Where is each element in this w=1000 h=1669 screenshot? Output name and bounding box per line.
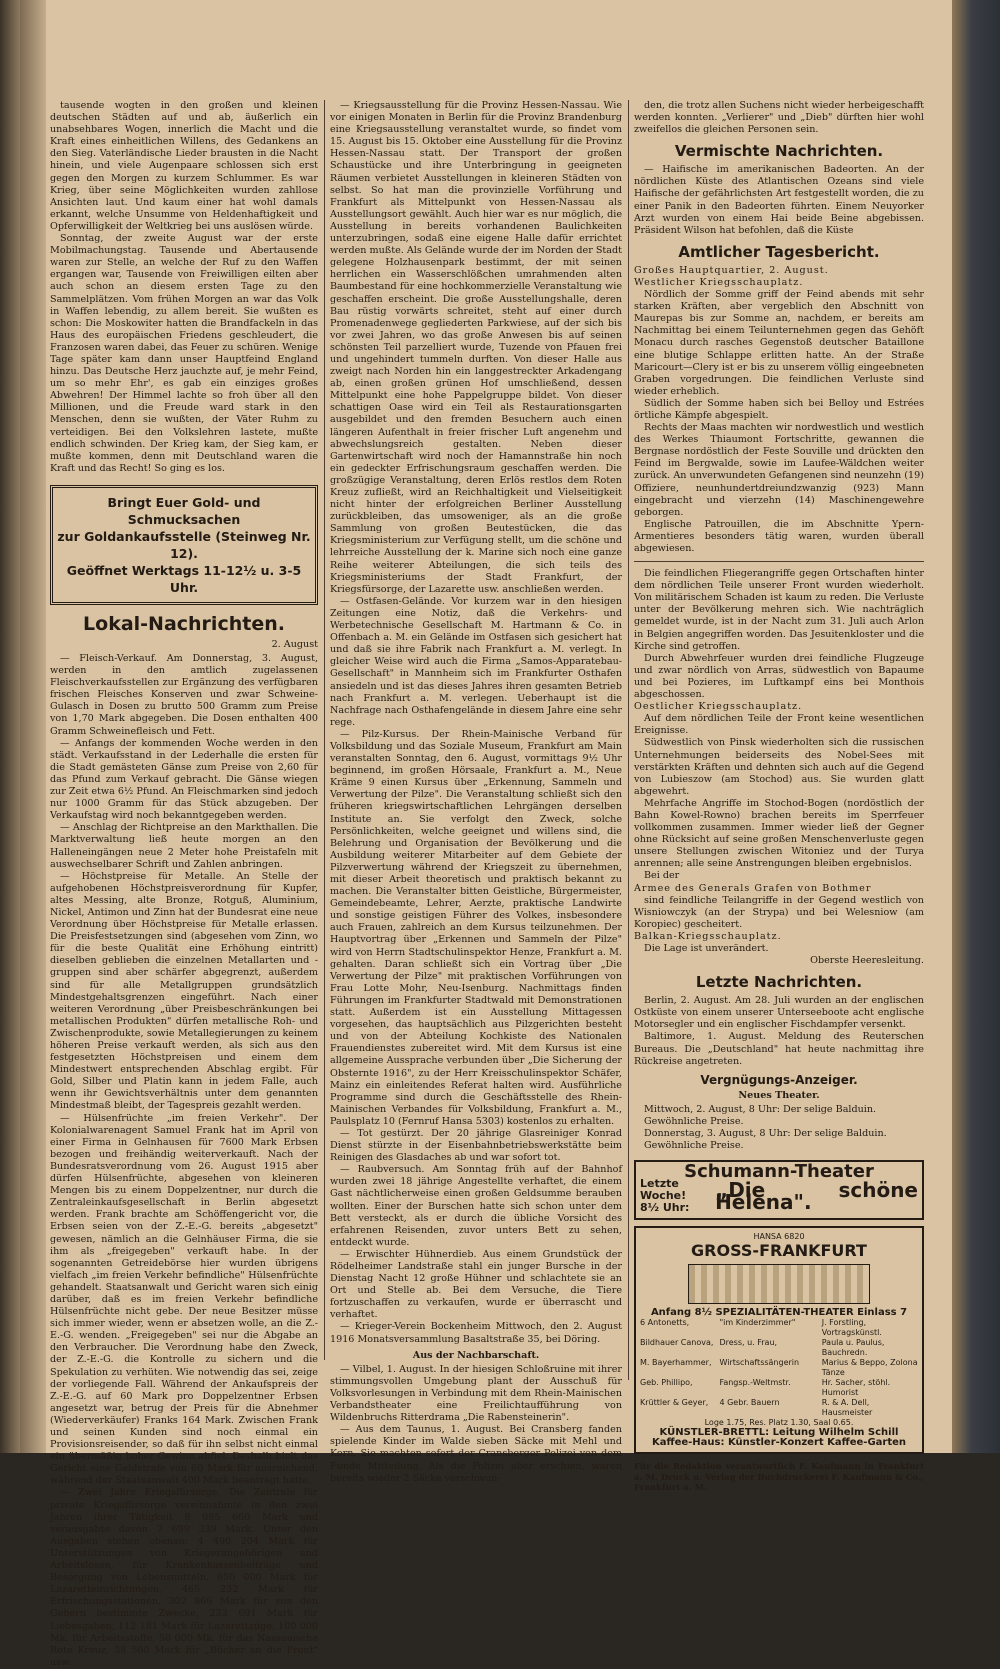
theater-line: Mittwoch, 2. August, 8 Uhr: Der selige Balduin. xyxy=(644,1103,877,1115)
gross-sub: SPEZIALITÄTEN-THEATER xyxy=(715,1307,854,1319)
schumann-play: „Die schöne Helena". xyxy=(715,1178,918,1215)
column-3 xyxy=(634,100,924,1494)
news-item: — Kriegsausstellung für die Provinz Hessen-Nassau. Wie vor einigen Monaten in Berlin für die Provinz Brandenburg eine Kriegsausstellung veranstaltet wurde, so findet vom 15. August bis 15. Oktober eine Ausstellung für die Provinz Hessen-Nassau statt. Der Transport der großen Schaustücke und ihre Unterbringung in geeigneten Räumen verbietet Ausstellungen in kleineren Städten von selbst. So hat man die provinzielle Vorführung und Frankfurt als Mittelpunkt von Hessen-Nassau als Ausstellungsort gewählt. Auch hier war es nur möglich, die Ausstellung in bereits vorhandenen Baulichkeiten unterzubringen, sodaß eine eigene Halle dafür errichtet werden mußte. Als Gelände wurde der im Norden der Stadt gelegene Holzhausenpark bestimmt, der mit seinen herrlichen ein Wasserschlößchen umrahmenden alten Baumbestand für eine hochkommerzielle Veranstaltung wie geschaffen erscheint. Die große Ausstellungshalle, deren Bau rüstig vorwärts schreitet, steht auf einer durch Promenadenwege gegliederten Parkwiese, auf der sich bis vor zwei Jahren, wo das große Anwesen bis auf seinen schönsten Teil parzelliert wurde, Tuzende von Pfauen frei und ungehindert tummeln durften. Von dieser Halle aus zweigt nach Norden hin ein langgestreckter Arkadengang ab, einen großen grünen Hof umschließend, dessen Mittelpunkt eine hohe Pappelgruppe bildet. Von dieser schattigen Oase wird ein Teil als Restaurationsgarten ausgebildet und den fremden Besuchern auch einen längeren Aufenthalt in freier frischer Luft angenehm und abwechslungsreich gestalten. Neben dieser Gartenwirtschaft wird noch der Hamannstraße hin noch ein gedeckter Erfrischungsraum geschaffen werden. Die großzügige Veranstaltung, deren Erlös restlos dem Roten Kreuz zufließt, wird an Reichhaltigkeit und Vielseitigkeit nicht hinter der erfolgreichen Berliner Ausstellung zurückbleiben, das umsoweniger, als an die große Sammlung von großen Beutestücken, die das Kriegsministerium zur Verfügung stellt, um die schöne und lehrreiche Ausstellung der k. Marine sich noch eine ganze Reihe weiterer Abteilungen, die sich teils des Kriegsministeriums der Stadt Frankfurt, der Kriegsfürsorge, der Lazarette usw. anschließen werden. xyxy=(330,100,622,595)
gross-footer-2: Kaffee-Haus: Künstler-Konzert Kaffee-Garten xyxy=(651,1437,907,1449)
news-item: Berlin, 2. August. Am 28. Juli wurden an der englischen Ostküste von einem unserer Unterseeboote acht englische Motorsegler und ein englischer Fischdampfer versenkt. xyxy=(634,995,924,1031)
news-item: — Erwischter Hühnerdieb. Aus einem Grundstück der Rödelheimer Landstraße stahl ein junger Bursche in der Dienstag Nacht 12 große Hühner und schlachtete sie an Ort und Stelle ab. Bei dem Versuche, die Tiere fortzuschaffen zu verkaufen, wurde er überrascht und verhaftet. xyxy=(330,1248,622,1321)
section-title-tagesbericht: Amtlicher Tagesbericht. xyxy=(678,242,880,261)
book-edge-left xyxy=(0,0,20,1453)
program-entry: J. Forstling, Vortragskünstl. xyxy=(821,1318,882,1338)
army-title: Armee des Generals Grafen von Bothmer xyxy=(634,882,872,894)
news-item: — Krieger-Verein Bockenheim Mittwoch, den 2. August 1916 Monatsversammlung Basaltstraße 35, bei Döring. xyxy=(330,1321,622,1345)
schumann-tag-time: 8½ Uhr: xyxy=(640,1201,690,1215)
column-rule xyxy=(628,100,629,1380)
news-item: — Zwei Jahre Kriegsfürsorge. Die Zentrale für private Kriegsfürsorge vereinnahmte in den zwei Jahren ihrer Tätigkeit 8 085 660 Mark und verausgabte davon 7 699 339 Mark. Unter den Ausgaben stehen obenan: 4 490 204 Mark für Unterstützungen von Kriegerangehörigen und Arbeitslosen, für Krankenkassenbeiträge und Besorgung von Lebensmitteln, 650 000 Mark für Lazaretteinrichtungen, 465 232 Mark für Erfrischungsstationen, 302 866 Mark für von den Gebern bestimmte Zwecke, 233 691 Mark für Liebesgaben, 112 181 Mark für Lazarettzüge, 100 000 Mk. für Arbeitsstoffe, 50 000 Mk. für das Nassauische Rote Kreuz, 38 500 Mark für „Bücher an die Front" usw. xyxy=(50,1487,318,1668)
program-entry: Krüttler & Geyer, xyxy=(640,1398,709,1408)
gross-suffix: Einlass 7 xyxy=(857,1307,908,1319)
news-item: — Ostfasen-Gelände. Vor kurzem war in den hiesigen Zeitungen eine Notiz, daß die Verkehrs- und Werbetechnische Gesellschaft M. Hartmann & Co. in Offenbach a. M. ein Gelände im Ostfasen sich gesichert hat und daß sie ihre Fabrik nach Frankfurt a. M. verlegt. In gleicher Weise wird auch die Firma „Samos-Apparatebau-Gesellschaft" in Mannheim sich im Frankfurter Osthafen ansiedeln und ist das dieses Jahres ihren gesamten Betrieb nach Frankfurt a. M. verlegen. Ueberhaupt ist die Nachfrage nach Osthafengelände in diesem Jahre eine sehr rege. xyxy=(330,595,622,728)
program-entry: Hr. Sacher, stöhl. Humorist xyxy=(821,1378,891,1398)
imprint: Für die Redaktion verantwortlich F. Kaufmann in Frankfurt a. M. Druck u. Verlag der Buchdruckerei F. Kaufmann & Co., Frankfurt a. M. xyxy=(634,1462,924,1494)
schumann-tag-week: Letzte Woche! xyxy=(640,1177,687,1203)
program-entry: Paula u. Paulus, Bauchredn. xyxy=(821,1338,885,1358)
book-edge-right xyxy=(952,0,1000,1453)
section-title-lokal: Lokal-Nachrichten. xyxy=(83,612,285,635)
schumann-theater-tags xyxy=(640,1178,715,1214)
gold-ad-line: zur Goldankaufsstelle (Steinweg Nr. 12). xyxy=(57,528,311,561)
theater-line: Gewöhnliche Preise. xyxy=(644,1116,744,1128)
program-entry: Geb. Phillipo, xyxy=(640,1378,693,1388)
gross-phone: HANSA 6820 xyxy=(753,1232,805,1242)
section-title-letzte: Letzte Nachrichten. xyxy=(695,973,863,992)
gold-ad-line: Bringt Euer Gold- und Schmucksachen xyxy=(107,494,261,527)
gross-title: GROSS-FRANKFURT xyxy=(691,1241,867,1261)
news-item: — Höchstpreise für Metalle. An Stelle der aufgehobenen Höchstpreisverordnung für Kupfer, altes Messing, alte Bronze, Rotguß, Aluminium, Nickel, Antimon und Zinn hat der Bundesrat eine neue Verordnung über Höchstpreise für Metalle erlassen. Die Preisfestsetzungen sind (abgesehen vom Zinn, wo für die beste Qualität eine Erhöhung eintritt) dieselben geblieben die einzelnen Metallarten und -gruppen sind aber schärfer abgegrenzt, außerdem sind für alle Metallgruppen grundsätzlich Mindestgehaltsgrenzen eingeführt. Nach einer weiteren Verordnung „über Preisbeschränkungen bei metallischen Produkten" dürfen metallische Roh- und Zwischenprodukte, sowie Metallegierungen zu keinem höheren Preise verkauft werden, als sich aus den festgesetzten Höchstpreisen und einem dem Mindestwert entsprechenden Abschlag ergibt. Für Gold, Silber und Platin kann in jedem Falle, auch wenn ihr Gewichtsverhältnis unter dem genannten Mindestmaß bleibt, der Tagespreis gezahlt werden. xyxy=(50,870,318,1112)
report-signature: Oberste Heeresleitung. xyxy=(810,955,924,967)
column-2 xyxy=(330,100,622,1485)
gold-ad-line: Geöffnet Werktags 11-12½ u. 3-5 Uhr. xyxy=(66,562,302,595)
schumann-theater-row xyxy=(640,1178,918,1214)
news-item: — Raubversuch. Am Sonntag früh auf der Bahnhof wurden zwei 18 jährige Angestellte verhaftet, die einem Gast nächtlicherweise einen großen Geldsumme berauben wollten. Einer der Burschen hatte sich schon unter dem Bett versteckt, als er durch die übliche Vorsicht des erfahrenen Reisenden, zuvor unters Bett zu sehen, entdeckt wurde. xyxy=(330,1164,622,1248)
news-item: — Hülsenfrüchte „im freien Verkehr". Der Kolonialwarenagent Samuel Frank hat im April von einer Firma in Gelnhausen für 7600 Mark Erbsen bezogen und freihändig weiterverkauft. Nach der Bundesratsverordnung vom 26. August 1915 aber dürfen Hülsenfrüchte, abgesehen von kleineren Mengen bis zu einem Doppelzentner, nur durch die Zentraleinkaufsgesellschaft in Berlin abgesetzt werden. Frank brachte am Schöffengericht vor, die Erbsen seien von der Z.-E.-G. bereits „abgesetzt" gewesen, nämlich an die Gelnhäuser Firma, die sie ihm als „freigegeben" verkauft habe. In der sogenannten Getreidebörse hier wurden übrigens vielfach „im freien Verkehr befindliche" Hülsenfrüchte gehandelt. Staatsanwalt und Gericht waren sich einig darüber, daß es im freien Verkehr befindliche Hülsenfrüchte nicht gebe. Der neue Besitzer müsse sich immer wieder, wenn er absetzen wolle, an die Z.-E.-G. wenden. „Freigegeben" sei nur die Abgabe an den Verbraucher. Die Verordnung habe den Zweck, der Z.-E.-G. die Kontrolle zu sichern und die Spekulation zu verhüten. Wie notwendig das sei, zeige der vorliegende Fall. Während der Ankaufspreis der Z.-E.-G. auf 60 Mark pro Doppelzentner Erbsen angesetzt war, betrug der Preis für die Abnehmer (Wiederverkäufer) Franks 164 Mark. Zwischen Frank und seinen Kunden sind noch einmal ein Provisionsreisender, so daß für ihn selbst nicht einmal ein übermäßig hoher Gewinn abfiel. Deshalb hielt das Gericht eine Geldstrafe von 60 Mark für ausreichend, während der Staatsanwalt 400 Mark beantragt hatte. xyxy=(50,1112,318,1487)
schumann-theater-name: Schumann-Theater xyxy=(684,1161,874,1183)
column-1 xyxy=(50,100,318,1669)
news-item: — Vilbel, 1. August. In der hiesigen Schloßruine mit ihrer stimmungsvollen Umgebung plant der Ausschuß für Volksvorlesungen in Verbindung mit dem Rhein-Mainischen Verbandstheater eine Freilichtaufführung von Wildenbruchs Ritterdrama „Die Rabensteinerin". xyxy=(330,1363,622,1424)
program-entry: "im Kinderzimmer" xyxy=(719,1318,796,1328)
program-entry: R. & A. Dell, Hausmeister xyxy=(821,1398,873,1418)
section-title-vermischte: Vermischte Nachrichten. xyxy=(674,142,884,161)
report-paragraph: Die Lage ist unverändert. xyxy=(644,943,769,954)
gross-prices: Loge 1.75, Res. Platz 1.30, Saal 0.65. xyxy=(704,1418,854,1428)
report-paragraph: Auf dem nördlichen Teile der Front keine wesentlichen Ereignisse. xyxy=(634,713,924,737)
report-paragraph: Mehrfache Angriffe im Stochod-Bogen (nordöstlich der Bahn Kowel-Rowno) brachen bereits im Sperrfeuer vollkommen zusammen. Immer wieder ließ der Gegner ohne Rücksicht auf seine großen Menschenverluste gegen unsere Stellungen zwischen Witoniez und der Turya anrennen; alle seine Anstrengungen bleiben ergebnislos. xyxy=(634,797,924,870)
report-paragraph: Südwestlich von Pinsk wiederholten sich die russischen Unternehmungen beiderseits des Nobel-Sees mit verstärkten Kräften und dehnten sich auch auf die Gegend von Lubieszow (am Stochod) aus. Sie wurden glatt abgewehrt. xyxy=(634,737,924,797)
report-paragraph: Bei der xyxy=(644,870,680,882)
program-entry: Marius & Beppo, Zolona Tänze xyxy=(821,1358,918,1378)
gold-ad xyxy=(50,485,318,605)
news-item: — Tot gestürzt. Der 20 jährige Glasreiniger Konrad Dienst stürzte in der Eisenbahnbetriebswerkstätte beim Reinigen des Glasdaches ab und war sofort tot. xyxy=(330,1127,622,1164)
section-title-vergnuegung: Vergnügungs-Anzeiger. xyxy=(700,1072,858,1087)
news-item: — Anfangs der kommenden Woche werden in den städt. Verkaufsstand in der Lederhalle die ersten für die Stadt gemästeten Gänse zum Preise von 2,60 für das Pfund zum Verkauf gebracht. Die Gänse wiegen zur Zeit etwa 6½ Pfund. An Fleischmarken sind jedoch nur 1000 Gramm für das Stück abzugeben. Der Verkaufstag wird noch bekanntgegeben werden. xyxy=(50,737,318,822)
column-rule xyxy=(324,100,325,1360)
article-paragraph: Sonntag, der zweite August war der erste Mobilmachungstag. Tausende und Abertausende waren zur Stelle, an welche der Ruf zu den Waffen ergangen war, Tausende von Freiwilligen eilten aber auch schon an diesem ersten Tage zu den Sammelplätzen. Vom frühen Morgen an war das Volk in Waffen lebendig, zu allem bereit. Sie wußten es schon: Die Moskowiter hatten die Brandfackeln in das Haus des europäischen Friedens geschleudert, die Franzosen waren dabei, das Feuer zu schüren. Wenige Tage später kam dann unser Hauptfeind England hinzu. Das Deutsche Herz jauchzte auf, je mehr Feind, um so mehr Ehr', es gab ein einziges großes Abwehren! Der Himmel lachte so froh über all den Millionen, und die Freude ward stark in den Menschen, denn sie wußten, der Väter Ruhm zu verteidigen. Bei den Volkslehren lastete, mußte endlich schwinden. Der Krieg kam, der Sieg kam, er mußte kommen, denn mit Deutschland waren die Kraft und das Recht! So ging es los. xyxy=(50,233,318,474)
news-item: Baltimore, 1. August. Meldung des Reuterschen Bureaus. Die „Deutschland" hat heute nachmittag ihre Rückreise angetreten. xyxy=(634,1031,924,1067)
theater-line: Donnerstag, 3. August, 8 Uhr: Der selige Balduin. xyxy=(644,1128,887,1140)
report-paragraph: sind feindliche Teilangriffe in der Gegend westlich von Wisniowczyk (an der Strypa) und bei Welesniow (am Koropiec) gescheitert. xyxy=(634,894,924,930)
page-gutter xyxy=(20,0,46,1453)
program-entry: 4 Gebr. Bauern xyxy=(719,1398,780,1408)
gross-subtitle xyxy=(640,1308,918,1318)
report-paragraph: Nördlich der Somme griff der Feind abends mit sehr starken Kräften, aber vergeblich den Abschnitt von Maurepas bis zur Somme an, nachdem, er bereits am Nachmittag bei einem Teilunternehmen gegen das Gehöft Monacu durch rasches Gegenstoß deutscher Bataillone eine blutige Schlappe erlitten hatte. An der Straße Maricourt—Clery ist er bis zu unserem völlig eingeebneten Graben vorgedrungen. Die feindlichen Verluste sind wieder erheblich. xyxy=(634,289,924,397)
report-dateline: Großes Hauptquartier, 2. August. xyxy=(634,264,829,276)
program-entry: 6 Antonetts, xyxy=(640,1318,690,1328)
gross-prefix: Anfang 8½ xyxy=(650,1307,712,1319)
news-item: — Anschlag der Richtpreise an den Markthallen. Die Marktverwaltung ließ heute morgen an den Halleneingängen neue 2 Meter hohe Preistafeln mit auswechselbarer Schrift und Zahlen anbringen. xyxy=(50,822,318,870)
program-entry: Dress, u. Frau, xyxy=(719,1338,778,1348)
schumann-theater-ad xyxy=(634,1160,924,1220)
program-entry: Bildhauer Canova, xyxy=(640,1338,714,1348)
divider xyxy=(634,561,924,562)
news-item: — Fleisch-Verkauf. Am Donnerstag, 3. August, werden in den amtlich zugelassenen Fleischverkaufsstellen zur Ergänzung des verfügbaren frischen Fleisches Konserven und zwar Schweine-Gulasch in Dosen zu brutto 500 Gramm zum Preise von 1,70 Mark abgegeben. Die Dosen enthalten 400 Gramm Schweinefleisch und Fett. xyxy=(50,653,318,737)
front-title-west: Westlicher Kriegsschauplatz. xyxy=(634,276,804,288)
section-title-nachbarschaft: Aus der Nachbarschaft. xyxy=(412,1349,540,1361)
front-title-ost: Oestlicher Kriegsschauplatz. xyxy=(634,701,803,713)
gross-footer-1: KÜNSTLER-BRETTL: Leitung Wilhelm Schill xyxy=(659,1427,899,1439)
section-date: 2. August xyxy=(271,638,318,650)
program-entry: M. Bayerhammer, xyxy=(640,1358,712,1368)
theater-building-illustration xyxy=(688,1264,870,1304)
report-paragraph: Englische Patrouillen, die im Abschnitte Ypern-Armentieres besonders tätig waren, wurden überall abgewiesen. xyxy=(634,518,924,554)
newspaper-page xyxy=(20,0,952,1668)
gross-frankfurt-ad xyxy=(634,1226,924,1454)
gross-program-grid xyxy=(640,1318,918,1418)
news-item: — Pilz-Kursus. Der Rhein-Mainische Verband für Volksbildung und das Soziale Museum, Frankfurt am Main veranstalten Sonntag, den 6. August, vormittags 9½ Uhr beginnend, im großen Hörsaale, Frankfurt a. M., Neue Kräme 9 einen Kursus über „Erkennung, Sammeln und Verwertung der Pilze". Die Veranstaltung schließt sich den früheren kriegswirtschaftlichen Lehrgängen derselben Institute an. Sie verfolgt den Zweck, solche Persönlichkeiten, welche geeignet und willens sind, die Belehrung und Organisation der Bevölkerung und die Ausbildung weiterer Mitarbeiter auf dem Gebiete der Pilzverwertung während der Kriegszeit zu übernehmen, mit dieser Arbeit theoretisch und praktisch bekannt zu machen. Die Veranstalter bitten Geistliche, Bürgermeister, Gemeindebeamte, Lehrer, Aerzte, praktische Landwirte und sonstige geistigen Führer des Volkes, insbesondere auch Frauen, zahlreich an dem Kursus teilzunehmen. Der Hauptvortrag über „Erkennen und Sammeln der Pilze" wird von Herrn Stadtschulinspektor Henze, Frankfurt a. M. gehalten. Daran schließt sich ein Vortrag über „Die Verwertung der Pilze" mit praktischen Vorführungen von Frau Lotte Mohr, Neu-Isenburg. Nachmittags finden Führungen im Frankfurter Stadtwald mit Demonstrationen statt. Außerdem ist ein Ausstellung Mittagessen vorgesehen, das hauptsächlich aus Pilzgerichten besteht und von der Abteilung Kochkiste des Nationalen Frauendienstes zubereitet wird. Mit dem Kursus ist eine allgemeine Aussprache verbunden über „Die Sicherung der Obsternte 1916", zu der Herr Kreisschulinspektor Schäfer, Mainz ein einleitendes Referat halten wird. Ausführliche Programme sind durch die Geschäftsstelle des Rhein-Mainischen Verbandes für Volksbildung, Frankfurt a. M., Paulsplatz 10 (Fernruf Hansa 5303) kostenlos zu erhalten. xyxy=(330,728,622,1127)
program-entry: Wirtschaftssängerin xyxy=(719,1358,800,1368)
program-entry: Fangsp.-Weltmstr. xyxy=(719,1378,791,1388)
report-paragraph: Die feindlichen Fliegerangriffe gegen Ortschaften hinter dem nördlichen Teile unserer Front wurden wiederholt. Von militärischem Schaden ist kaum zu reden. Die Verluste unter der Bevölkerung mehren sich. Wie nachträglich gemeldet wurde, ist in der Nacht zum 31. Juli auch Arlon in Belgien angegriffen worden. Das Jesuitenkloster und die Kirche sind getroffen. xyxy=(634,568,924,652)
theater-name: Neues Theater. xyxy=(738,1089,820,1101)
theater-line: Gewöhnliche Preise. xyxy=(644,1140,744,1152)
news-item: — Aus dem Taunus, 1. August. Bei Cransberg fanden spielende Kinder im Walde sieben Säcke mit Mehl und Korn. Sie machten sofort der Cransberger Polizei von dem Funde Mitteilung. Als die Polizei aber erschien, waren bereits wieder 2 Säcke verschwun- xyxy=(330,1424,622,1484)
report-paragraph: Südlich der Somme haben sich bei Belloy und Estrées örtliche Kämpfe abgespielt. xyxy=(634,397,924,421)
article-paragraph: tausende wogten in den großen und kleinen deutschen Städten auf und ab, äußerlich ein unabsehbares Wogen, innerlich die Macht und die Kraft eines einheitlichen Willens, des Gedankens an den Sieg. Vaterländische Lieder brausten in die Nacht hinein, und viele Augenpaare schlossen sich erst gegen den Morgen zu kurzem Schlummer. Es war Krieg, über seine Möglichkeiten wurden zahllose Ansichten laut. Und kaum einer hat wohl damals erkannt, welche Unsumme von Heldenhaftigkeit und Opferwilligkeit der Weltkrieg bei uns auslösen würde. xyxy=(50,100,318,232)
report-paragraph: Rechts der Maas machten wir nordwestlich und westlich des Werkes Thiaumont Fortschritte, gewannen die Bergnase nordöstlich der Feste Souville und drückten den Feind im Bergwalde, sowie im Laufee-Wäldchen weiter zurück. An unverwundeten Gefangenen sind neunzehn (19) Offiziere, neunhundertdreiundzwanzig (923) Mann eingebracht und vierzehn (14) Maschinengewehre geborgen. xyxy=(634,422,924,518)
news-item: den, die trotz allen Suchens nicht wieder herbeigeschafft werden konnten. „Verlierer" und „Dieb" dürften hier wohl zweifellos die gleichen Personen sein. xyxy=(634,100,924,136)
news-item: — Haifische im amerikanischen Badeorten. An der nördlichen Küste des Atlantischen Ozeans sind viele Haifische der gefährlichsten Art festgestellt worden, die zu einer Panik in den Badeorten führten. Einem Neuyorker Arzt wurden von einem Hai beide Beine abgebissen. Präsident Wilson hat befohlen, daß die Küste xyxy=(634,164,924,236)
report-paragraph: Durch Abwehrfeuer wurden drei feindliche Flugzeuge und zwar nördlich von Arras, südwestlich von Bapaume und bei Pozieres, im Luftkampf eins bei Monthois abgeschossen. xyxy=(634,652,924,701)
front-title-balkan: Balkan-Kriegsschauplatz. xyxy=(634,930,782,942)
